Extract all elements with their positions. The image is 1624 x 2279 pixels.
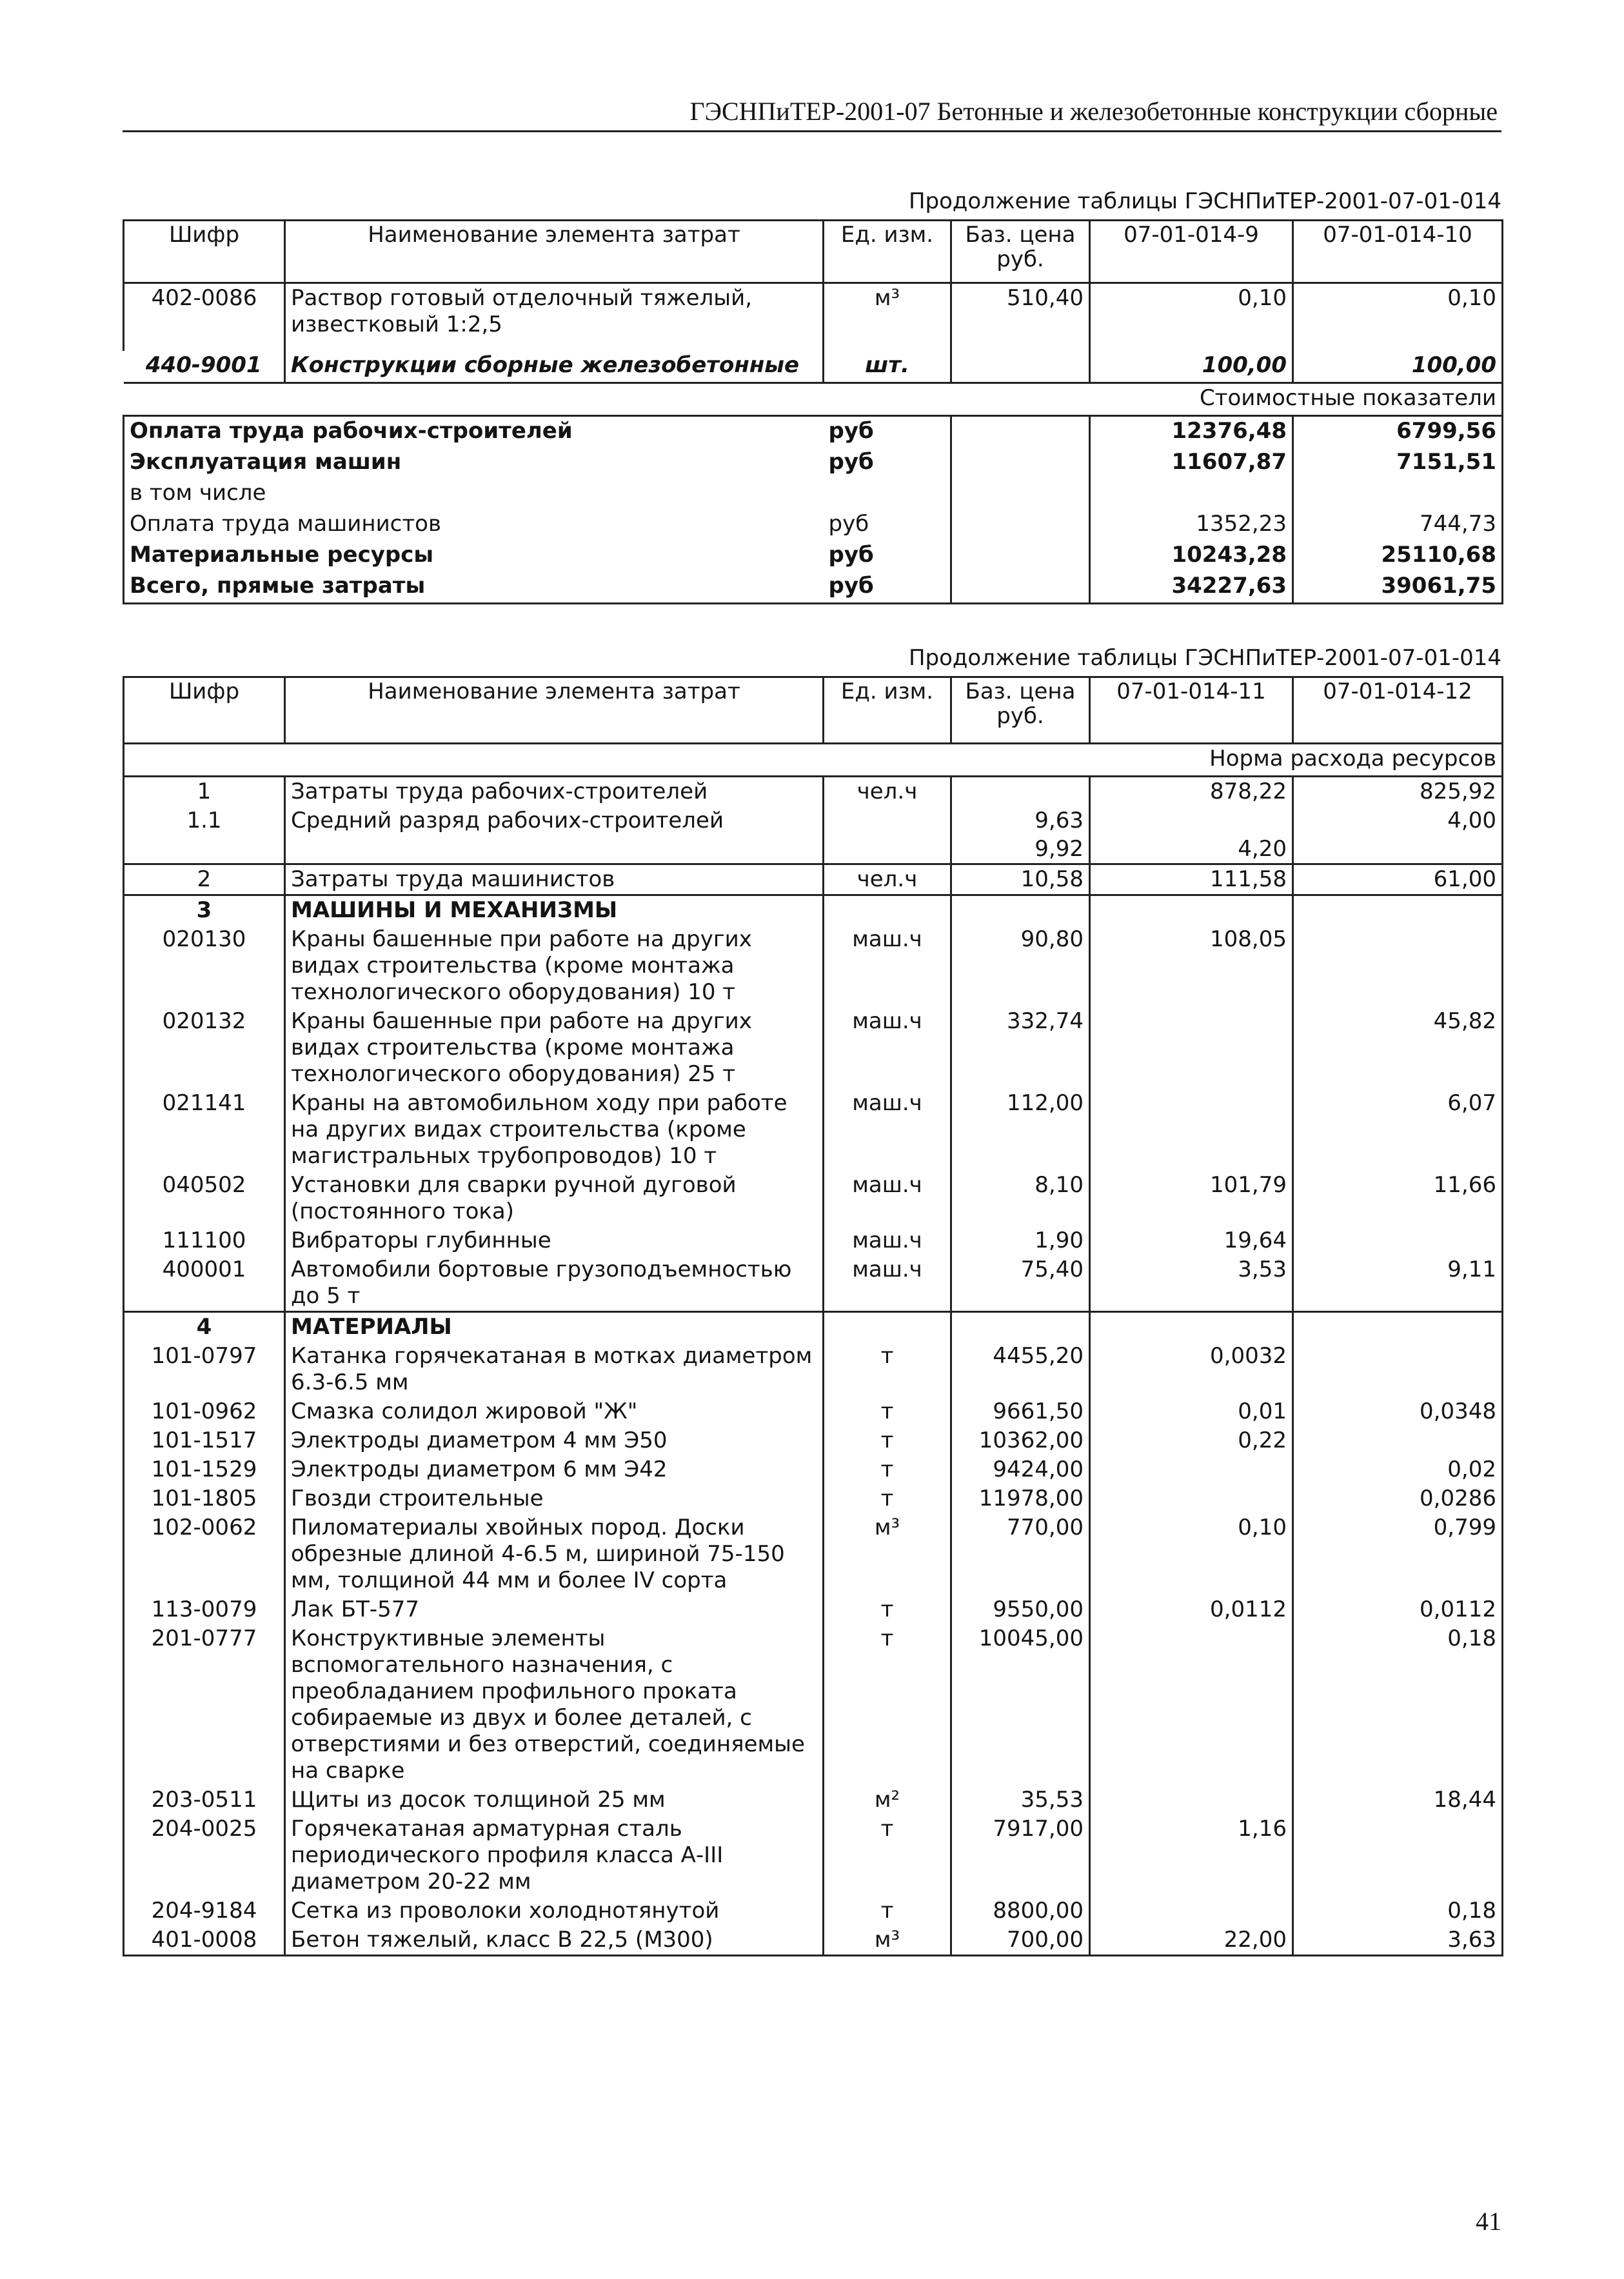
cell-v1: 0,0112 bbox=[1090, 1595, 1293, 1624]
cell-name: Катанка горячекатаная в мотках диаметром 6.3-6.5 мм bbox=[285, 1342, 824, 1397]
cell-v1 bbox=[1090, 895, 1293, 926]
cell-v2: 4,00 bbox=[1293, 806, 1503, 835]
cost-unit: руб bbox=[828, 449, 874, 475]
cell-price: 9424,00 bbox=[951, 1455, 1090, 1484]
cell-code: 201-0777 bbox=[124, 1624, 285, 1786]
cell-unit: маш.ч bbox=[824, 1089, 951, 1171]
cell-code: 111100 bbox=[124, 1226, 285, 1255]
cost-unit bbox=[824, 479, 951, 510]
cell-unit: т bbox=[824, 1815, 951, 1896]
table-row bbox=[124, 1455, 1503, 1484]
cell-code: 102-0062 bbox=[124, 1513, 285, 1595]
cell-v2: 9,11 bbox=[1293, 1255, 1503, 1312]
cell-price: 8,10 bbox=[951, 1171, 1090, 1226]
table-row bbox=[124, 283, 1503, 352]
cell-unit bbox=[824, 895, 951, 926]
cell-name: Щиты из досок толщиной 25 мм bbox=[285, 1786, 824, 1815]
cell-price: 700,00 bbox=[951, 1926, 1090, 1956]
cell-v2: 61,00 bbox=[1293, 864, 1503, 895]
cell-code: 101-1517 bbox=[124, 1426, 285, 1455]
cell-unit: м³ bbox=[824, 283, 951, 352]
cost-unit: руб bbox=[824, 416, 951, 448]
cell-unit: чел.ч bbox=[824, 777, 951, 807]
cell-v1 bbox=[1090, 1896, 1293, 1926]
cost-v1: 11607,87 bbox=[1090, 448, 1293, 479]
cell-v2 bbox=[1293, 925, 1503, 1007]
cell-price bbox=[951, 1312, 1090, 1342]
cost-v2 bbox=[1293, 479, 1503, 510]
cell-name: Краны на автомобильном ходу при работе на других видах строительства (кроме магистральных трубопроводов) 10 т bbox=[285, 1089, 824, 1171]
cell-name: Смазка солидол жировой "Ж" bbox=[285, 1397, 824, 1426]
cost-name: Оплата труда рабочих-строителей bbox=[124, 416, 824, 448]
cost-row bbox=[124, 572, 1503, 604]
table-row bbox=[124, 1007, 1503, 1089]
cost-v1: 1352,23 bbox=[1090, 510, 1293, 541]
table-row bbox=[124, 1595, 1503, 1624]
cell-v2: 0,18 bbox=[1293, 1896, 1503, 1926]
cell-v1 bbox=[1090, 1624, 1293, 1786]
cell-code: 401-0008 bbox=[124, 1926, 285, 1956]
table1-caption: Продолжение таблицы ГЭСНПиТЕР-2001-07-01-014 bbox=[908, 188, 1501, 214]
cell-v1 bbox=[1090, 1455, 1293, 1484]
cost-row bbox=[124, 510, 1503, 541]
cell-code: 101-0797 bbox=[124, 1342, 285, 1397]
cost-row bbox=[124, 448, 1503, 479]
cell-name: Вибраторы глубинные bbox=[285, 1226, 824, 1255]
cell-v1: 22,00 bbox=[1090, 1926, 1293, 1956]
column-header: Баз. цена руб. bbox=[951, 677, 1090, 744]
cell-unit bbox=[824, 806, 951, 835]
header-title: ГЭСНПиТЕР-2001-07 Бетонные и железобетонные конструкции сборные bbox=[689, 97, 1498, 126]
column-header: Баз. цена руб. bbox=[951, 221, 1090, 283]
cell-v2: 100,00 bbox=[1293, 351, 1503, 383]
cell-name: МАТЕРИАЛЫ bbox=[285, 1312, 824, 1342]
cell-price bbox=[951, 351, 1090, 383]
cell-code bbox=[124, 835, 285, 864]
cell-v2 bbox=[1293, 1226, 1503, 1255]
cell-price: 1,90 bbox=[951, 1226, 1090, 1255]
table2 bbox=[123, 676, 1503, 1956]
cell-v2: 0,0286 bbox=[1293, 1484, 1503, 1513]
cell-name: Установки для сварки ручной дуговой (постоянного тока) bbox=[285, 1171, 824, 1226]
cell-unit: маш.ч bbox=[824, 925, 951, 1007]
table-row bbox=[124, 806, 1503, 835]
table-row bbox=[124, 1089, 1503, 1171]
cell-code: 020132 bbox=[124, 1007, 285, 1089]
cell-name: Гвозди строительные bbox=[285, 1484, 824, 1513]
cell-code: 2 bbox=[124, 864, 285, 895]
table-row bbox=[124, 1226, 1503, 1255]
cell-price: 35,53 bbox=[951, 1786, 1090, 1815]
cell-name: Затраты труда рабочих-строителей bbox=[285, 777, 824, 807]
cell-price: 4455,20 bbox=[951, 1342, 1090, 1397]
cost-v2: 25110,68 bbox=[1293, 541, 1503, 572]
cost-name: в том числе bbox=[124, 479, 824, 510]
cell-code: 3 bbox=[124, 895, 285, 926]
table2-caption: Продолжение таблицы ГЭСНПиТЕР-2001-07-01-014 bbox=[908, 645, 1501, 671]
table-row bbox=[124, 895, 1503, 926]
column-header: Шифр bbox=[124, 221, 285, 283]
cost-row bbox=[124, 416, 1503, 448]
cell-v1 bbox=[1090, 806, 1293, 835]
cell-v2 bbox=[1293, 835, 1503, 864]
cell-price: 10,58 bbox=[951, 864, 1090, 895]
cell-name bbox=[285, 835, 824, 864]
cell-price: 9550,00 bbox=[951, 1595, 1090, 1624]
cell-name: Бетон тяжелый, класс В 22,5 (М300) bbox=[285, 1926, 824, 1956]
cost-v2: 7151,51 bbox=[1293, 448, 1503, 479]
cost-v1: 12376,48 bbox=[1090, 416, 1293, 448]
cell-price bbox=[951, 895, 1090, 926]
cell-v1: 0,01 bbox=[1090, 1397, 1293, 1426]
cell-name: Лак БТ-577 bbox=[285, 1595, 824, 1624]
cell-unit: м² bbox=[824, 1786, 951, 1815]
cost-price bbox=[951, 416, 1090, 448]
table-row bbox=[124, 1815, 1503, 1896]
cell-unit: т bbox=[824, 1455, 951, 1484]
cell-unit: т bbox=[824, 1624, 951, 1786]
table-row bbox=[124, 864, 1503, 895]
table-row bbox=[124, 1397, 1503, 1426]
cell-price: 11978,00 bbox=[951, 1484, 1090, 1513]
cell-v1 bbox=[1090, 1089, 1293, 1171]
cell-price: 10362,00 bbox=[951, 1426, 1090, 1455]
cell-v1: 19,64 bbox=[1090, 1226, 1293, 1255]
cell-name: МАШИНЫ И МЕХАНИЗМЫ bbox=[285, 895, 824, 926]
cost-name: Материальные ресурсы bbox=[124, 541, 824, 572]
cell-unit: м³ bbox=[824, 1926, 951, 1956]
cost-price bbox=[951, 541, 1090, 572]
cell-unit: т bbox=[824, 1484, 951, 1513]
cell-v1 bbox=[1090, 1007, 1293, 1089]
cell-name: Пиломатериалы хвойных пород. Доски обрезные длиной 4-6.5 м, шириной 75-150 мм, толщиной 44 мм и более IV сорта bbox=[285, 1513, 824, 1595]
cell-code: 400001 bbox=[124, 1255, 285, 1312]
cell-name: Раствор готовый отделочный тяжелый, известковый 1:2,5 bbox=[285, 283, 824, 352]
page-number: 41 bbox=[1476, 2207, 1501, 2236]
column-header: Шифр bbox=[124, 677, 285, 744]
table-row bbox=[124, 925, 1503, 1007]
cell-price: 9,63 bbox=[951, 806, 1090, 835]
table-row bbox=[124, 1171, 1503, 1226]
cost-row bbox=[124, 541, 1503, 572]
table2-body bbox=[124, 677, 1503, 1956]
cost-v1: 34227,63 bbox=[1090, 572, 1293, 604]
cell-name: Автомобили бортовые грузоподъемностью до 5 т bbox=[285, 1255, 824, 1312]
table-row bbox=[124, 1312, 1503, 1342]
cell-v1: 100,00 bbox=[1090, 351, 1293, 383]
table-row bbox=[124, 1426, 1503, 1455]
cell-v1 bbox=[1090, 1312, 1293, 1342]
cost-header-blank bbox=[124, 383, 1090, 416]
cell-v1: 111,58 bbox=[1090, 864, 1293, 895]
column-header: Наименование элемента затрат bbox=[285, 677, 824, 744]
cost-row bbox=[124, 479, 1503, 510]
cell-name: Краны башенные при работе на других видах строительства (кроме монтажа технологического оборудования) 10 т bbox=[285, 925, 824, 1007]
column-header: 07-01-014-10 bbox=[1293, 221, 1503, 283]
cell-v1 bbox=[1090, 1484, 1293, 1513]
cell-v2: 18,44 bbox=[1293, 1786, 1503, 1815]
cell-name: Средний разряд рабочих-строителей bbox=[285, 806, 824, 835]
cell-v2 bbox=[1293, 1342, 1503, 1397]
cell-v2: 45,82 bbox=[1293, 1007, 1503, 1089]
cell-name: Конструктивные элементы вспомогательного назначения, с преобладанием профильного проката собираемые из двух и более деталей, с отверстиями и без отверстий, соединяемые на сварке bbox=[285, 1624, 824, 1786]
column-header: 07-01-014-9 bbox=[1090, 221, 1293, 283]
cost-price bbox=[951, 510, 1090, 541]
cost-header-row bbox=[124, 383, 1503, 416]
column-header: 07-01-014-12 bbox=[1293, 677, 1503, 744]
cell-code: 203-0511 bbox=[124, 1786, 285, 1815]
cell-price: 90,80 bbox=[951, 925, 1090, 1007]
page-header bbox=[123, 90, 1501, 132]
cell-price bbox=[951, 777, 1090, 807]
cell-v2: 0,0112 bbox=[1293, 1595, 1503, 1624]
cell-code: 402-0086 bbox=[124, 283, 285, 352]
cell-code: 204-9184 bbox=[124, 1896, 285, 1926]
norm-header: Норма расхода ресурсов bbox=[1090, 744, 1503, 777]
cell-unit: т bbox=[824, 1896, 951, 1926]
cost-price bbox=[951, 572, 1090, 604]
cell-name: Сетка из проволоки холоднотянутой bbox=[285, 1896, 824, 1926]
cell-v2: 825,92 bbox=[1293, 777, 1503, 807]
cell-unit: т bbox=[824, 1426, 951, 1455]
cell-code: 040502 bbox=[124, 1171, 285, 1226]
cell-v2: 0,02 bbox=[1293, 1455, 1503, 1484]
cell-v1: 1,16 bbox=[1090, 1815, 1293, 1896]
cell-price: 332,74 bbox=[951, 1007, 1090, 1089]
cell-v1: 0,0032 bbox=[1090, 1342, 1293, 1397]
cost-header: Стоимостные показатели bbox=[1090, 383, 1503, 416]
cell-v2 bbox=[1293, 1815, 1503, 1896]
table-row bbox=[124, 1342, 1503, 1397]
cell-price: 8800,00 bbox=[951, 1896, 1090, 1926]
table-row bbox=[124, 1513, 1503, 1595]
table1-header-row bbox=[124, 221, 1503, 283]
cost-unit: руб bbox=[828, 511, 869, 537]
cell-unit: шт. bbox=[824, 351, 951, 383]
column-header: Ед. изм. bbox=[824, 221, 951, 283]
cell-v2: 0,799 bbox=[1293, 1513, 1503, 1595]
table-row bbox=[124, 1624, 1503, 1786]
cell-name: Краны башенные при работе на других видах строительства (кроме монтажа технологического оборудования) 25 т bbox=[285, 1007, 824, 1089]
cell-code: 101-0962 bbox=[124, 1397, 285, 1426]
table1-body bbox=[124, 221, 1503, 604]
cell-unit: маш.ч bbox=[824, 1007, 951, 1089]
cell-v2: 0,18 bbox=[1293, 1624, 1503, 1786]
table-row bbox=[124, 835, 1503, 864]
cell-code: 4 bbox=[124, 1312, 285, 1342]
table-row bbox=[124, 1484, 1503, 1513]
cell-v2 bbox=[1293, 1312, 1503, 1342]
cost-v2: 744,73 bbox=[1293, 510, 1503, 541]
cell-v2: 0,0348 bbox=[1293, 1397, 1503, 1426]
table2-header-row bbox=[124, 677, 1503, 744]
cell-name: Электроды диаметром 4 мм Э50 bbox=[285, 1426, 824, 1455]
cell-name: Конструкции сборные железобетонные bbox=[285, 351, 824, 383]
cell-name: Горячекатаная арматурная сталь периодического профиля класса А-III диаметром 20-22 мм bbox=[285, 1815, 824, 1896]
cell-v1: 3,53 bbox=[1090, 1255, 1293, 1312]
cell-code: 020130 bbox=[124, 925, 285, 1007]
cell-code: 204-0025 bbox=[124, 1815, 285, 1896]
cell-price: 75,40 bbox=[951, 1255, 1090, 1312]
table-row bbox=[124, 1896, 1503, 1926]
cell-price: 9,92 bbox=[951, 835, 1090, 864]
cell-unit: чел.ч bbox=[824, 864, 951, 895]
norm-header-row bbox=[124, 744, 1503, 777]
cell-code: 101-1529 bbox=[124, 1455, 285, 1484]
cell-unit: т bbox=[824, 1342, 951, 1397]
cell-price: 9661,50 bbox=[951, 1397, 1090, 1426]
cost-v1 bbox=[1090, 479, 1293, 510]
cell-unit: маш.ч bbox=[824, 1171, 951, 1226]
cell-price: 770,00 bbox=[951, 1513, 1090, 1595]
column-header: Наименование элемента затрат bbox=[285, 221, 824, 283]
cost-price bbox=[951, 448, 1090, 479]
cell-v1 bbox=[1090, 1786, 1293, 1815]
cell-unit: маш.ч bbox=[824, 1255, 951, 1312]
cell-v1: 4,20 bbox=[1090, 835, 1293, 864]
table-row bbox=[124, 777, 1503, 807]
cell-unit: т bbox=[824, 1595, 951, 1624]
cell-v2 bbox=[1293, 1426, 1503, 1455]
cell-v1: 0,22 bbox=[1090, 1426, 1293, 1455]
cell-code: 1 bbox=[124, 777, 285, 807]
cell-code: 440-9001 bbox=[124, 351, 285, 383]
cell-code: 113-0079 bbox=[124, 1595, 285, 1624]
cost-unit: руб bbox=[824, 572, 951, 604]
table-row bbox=[124, 1786, 1503, 1815]
cell-unit: маш.ч bbox=[824, 1226, 951, 1255]
cost-name: Оплата труда машинистов bbox=[124, 510, 824, 541]
cell-v2: 11,66 bbox=[1293, 1171, 1503, 1226]
cell-v2: 3,63 bbox=[1293, 1926, 1503, 1956]
cost-price bbox=[951, 479, 1090, 510]
cell-code: 1.1 bbox=[124, 806, 285, 835]
cost-v1: 10243,28 bbox=[1090, 541, 1293, 572]
table-row bbox=[124, 1926, 1503, 1956]
cell-v1: 878,22 bbox=[1090, 777, 1293, 807]
cost-name: Всего, прямые затраты bbox=[124, 572, 824, 604]
cell-v2: 0,10 bbox=[1293, 283, 1503, 352]
cell-name: Электроды диаметром 6 мм Э42 bbox=[285, 1455, 824, 1484]
cell-price: 510,40 bbox=[951, 283, 1090, 352]
cell-unit bbox=[824, 1312, 951, 1342]
cell-code: 021141 bbox=[124, 1089, 285, 1171]
cell-v1: 0,10 bbox=[1090, 283, 1293, 352]
cell-v1: 101,79 bbox=[1090, 1171, 1293, 1226]
table-row bbox=[124, 1255, 1503, 1312]
cell-code: 101-1805 bbox=[124, 1484, 285, 1513]
cell-v1: 108,05 bbox=[1090, 925, 1293, 1007]
cell-unit bbox=[824, 835, 951, 864]
cell-price: 10045,00 bbox=[951, 1624, 1090, 1786]
table-row bbox=[124, 351, 1503, 383]
cost-name: Эксплуатация машин bbox=[124, 448, 824, 479]
cell-v1: 0,10 bbox=[1090, 1513, 1293, 1595]
cost-v2: 6799,56 bbox=[1293, 416, 1503, 448]
cell-unit: м³ bbox=[824, 1513, 951, 1595]
cost-unit: руб bbox=[828, 542, 874, 568]
cell-price: 7917,00 bbox=[951, 1815, 1090, 1896]
column-header: Ед. изм. bbox=[824, 677, 951, 744]
cell-v2: 6,07 bbox=[1293, 1089, 1503, 1171]
cell-v2 bbox=[1293, 895, 1503, 926]
cost-v2: 39061,75 bbox=[1293, 572, 1503, 604]
cell-unit: т bbox=[824, 1397, 951, 1426]
column-header: 07-01-014-11 bbox=[1090, 677, 1293, 744]
norm-header-blank bbox=[124, 744, 1090, 777]
table1 bbox=[123, 219, 1503, 604]
cell-name: Затраты труда машинистов bbox=[285, 864, 824, 895]
cell-price: 112,00 bbox=[951, 1089, 1090, 1171]
